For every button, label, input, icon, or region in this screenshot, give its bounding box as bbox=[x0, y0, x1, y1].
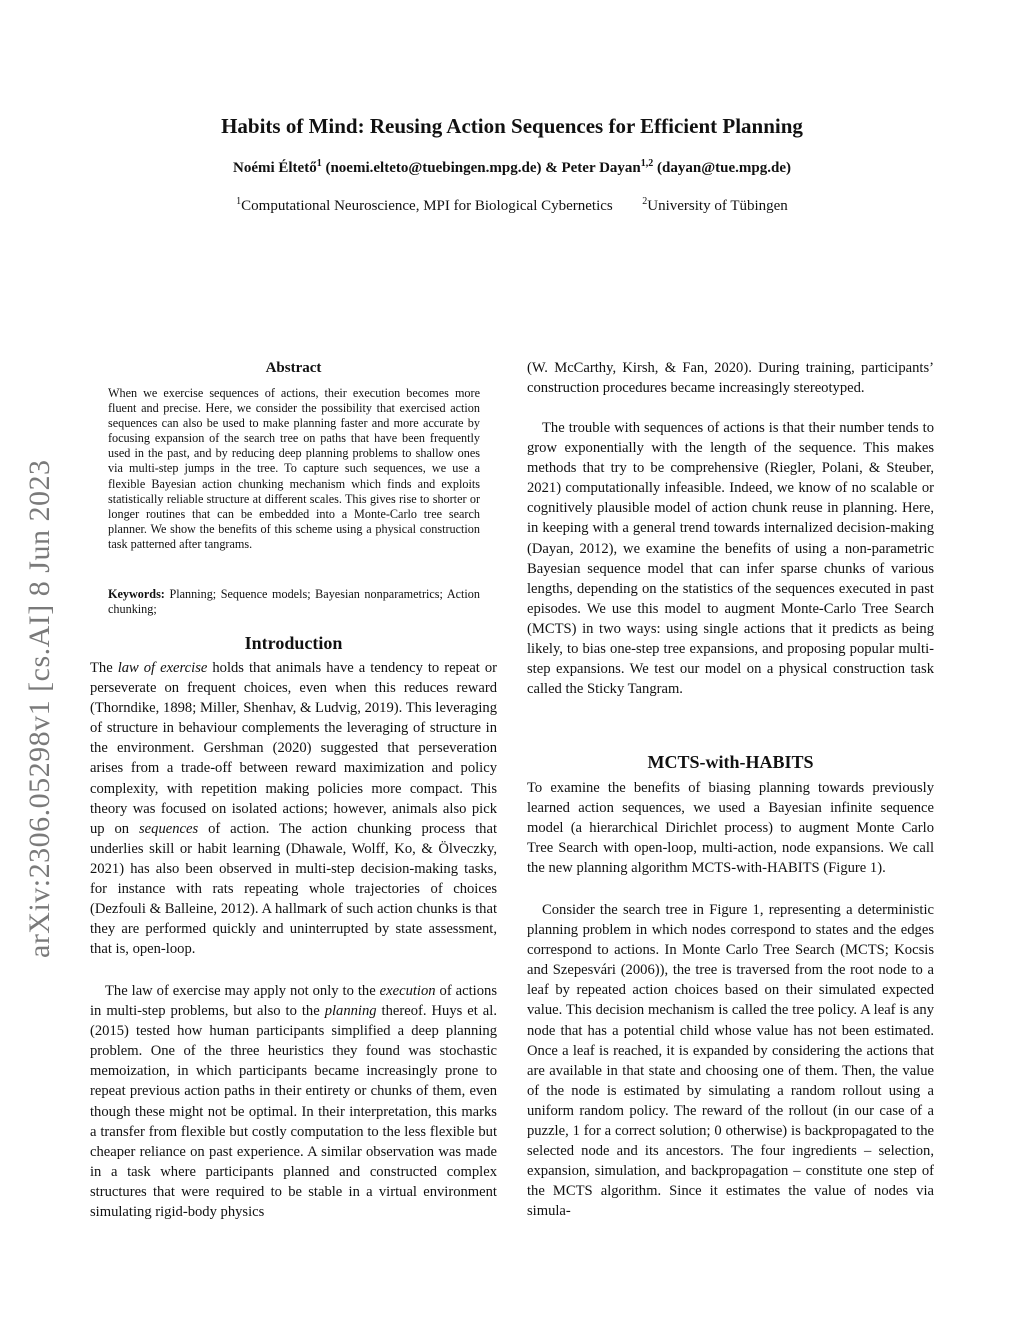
right-column-paragraph-2: The trouble with sequences of actions is that their number tends to grow exponentially with the length of the sequence. This makes methods that try to be comprehensive (Riegler, Polani, & Steuber, 2021) computationally infeasible. Indeed, we know of no scalable or cognitively plausible model of action chunk reuse in planning. Here, in keeping with a general trend towards internalized decision-making (Dayan, 2012), we examine the benefits of using a non-parametric Bayesian sequence model that can infer sparse chunks of various lengths, depending on the statistics of the sequences executed in past episodes. We use this model to augment Monte-Carlo Tree Search (MCTS) in two ways: using single actions that it predicts as being likely, to bias one-step tree expansions, and proposing popular multi-step expansions. We test our model on a physical construction task called the Sticky Tangram. bbox=[527, 420, 934, 698]
author-line bbox=[0, 160, 1024, 177]
author1-affil-marker: 1 bbox=[316, 158, 322, 169]
keywords bbox=[108, 587, 480, 617]
mcts-section-heading: MCTS-with-HABITS bbox=[647, 752, 814, 772]
abstract-heading: Abstract bbox=[265, 360, 322, 376]
introduction-paragraph-1: The law of exercise holds that animals have a tendency to repeat or perseverate on frequent choices, even when this reduces reward (Thorndike, 1898; Miller, Shenhav, & Ludvig, 2019). This leveraging of structure in behaviour complements the leveraging of structure in the environment. Gershman (2020) suggested that perseveration arises from a trade-off between reward maximization and policy complexity, with repetition making policies more compact. This theory was focused on isolated actions; however, animals also pick up on sequences of action. The action chunking process that underlies skill or habit learning (Dhawale, Wolff, Ko, & Ölveczky, 2021) has also been observed in multi-step decision-making tasks, for instance with rats repeating whole trajectories of choices (Dezfouli & Balleine, 2012). A hallmark of such action chunks is that they are performed quickly and uninterrupted by state assessment, that is, open-loop. bbox=[90, 660, 497, 958]
author2-affil-marker: 1,2 bbox=[640, 158, 654, 169]
author-joiner: & bbox=[545, 160, 558, 176]
author2-name: Peter Dayan bbox=[561, 160, 641, 176]
author1-email: (noemi.elteto@tuebingen.mpg.de) bbox=[325, 160, 542, 176]
keywords-label: Keywords: bbox=[108, 587, 165, 601]
right-column-paragraph-1: (W. McCarthy, Kirsh, & Fan, 2020). During training, participants’ construction procedures became increasingly stereotyped. bbox=[527, 360, 934, 397]
paper-title: Habits of Mind: Reusing Action Sequences for Efficient Planning bbox=[221, 114, 803, 138]
author2-email: (dayan@tue.mpg.de) bbox=[657, 160, 791, 176]
arxiv-watermark: arXiv:2306.05298v1 [cs.AI] 8 Jun 2023 bbox=[23, 459, 56, 958]
affiliation-1: Computational Neuroscience, MPI for Biological Cybernetics bbox=[241, 198, 613, 214]
mcts-paragraph-1: To examine the benefits of biasing planning towards previously learned action sequences, we used a Bayesian infinite sequence model (a hierarchical Dirichlet process) to augment Monte Carlo Tree Search with open-loop, multi-action, node expansions. We call the new planning algorithm MCTS-with-HABITS (Figure 1). bbox=[527, 780, 934, 877]
author1-name: Noémi Éltető bbox=[232, 160, 317, 176]
affiliations bbox=[0, 198, 1024, 215]
keywords-list: Planning; Sequence models; Bayesian nonparametrics; Action chunking; bbox=[108, 587, 480, 617]
affiliation-1-marker: 1 bbox=[236, 196, 242, 207]
affiliation-2-marker: 2 bbox=[642, 196, 648, 207]
abstract-text: When we exercise sequences of actions, their execution becomes more fluent and precise. Here, we consider the possibility that exercised action sequences can also be used to make planning faster and more accurate by focusing expansion of the search tree on paths that have been frequently used in the past, and by reducing deep planning problems to shallow ones via multi-step jumps in the tree. To capture such sequences, we use a flexible Bayesian action chunking mechanism which finds and exploits statistically reliable structure at different scales. This gives rise to shorter or longer routines that can be embedded into a Monte-Carlo tree search planner. We show the benefits of this scheme using a physical construction task patterned after tangrams. bbox=[108, 386, 480, 551]
introduction-paragraph-2: The law of exercise may apply not only to the execution of actions in multi-step problems, but also to the planning thereof. Huys et al. (2015) tested how human participants simplified a deep planning problem. One of the three heuristics they found was stochastic memoization, in which participants became increasingly prone to repeat previous action paths in their entirety or chunks of them, even though these might not be optimal. In their interpretation, this marks a transfer from flexible but costly computation to the less flexible but cheaper reliance on past experience. A similar observation was made in a task where participants planned and constructed complex structures that were required to be stable in a virtual environment simulating rigid-body physics bbox=[90, 983, 497, 1221]
affiliation-2: University of Tübingen bbox=[647, 198, 788, 214]
mcts-paragraph-2: Consider the search tree in Figure 1, representing a deterministic planning problem in which nodes correspond to states and the edges correspond to actions. In Monte Carlo Tree Search (MCTS; Kocsis and Szepesvári (2006)), the tree is traversed from the root node to a leaf by repeated action choices based on their simulated expected value. This decision mechanism is called the tree policy. A leaf is any node that has a potential child whose value has not been estimated. Once a leaf is reached, it is expanded by considering the actions that are available in that state and choosing one of them. Then, the value of the node is estimated by simulating a random rollout using a uniform random policy. The reward of the rollout (in our case of a puzzle, 1 for a correct solution; 0 otherwise) is backpropagated to the selected node and its ancestors. The four ingredients – selection, expansion, simulation, and backpropagation – constitute one step of the MCTS algorithm. Since it estimates the value of nodes via simula- bbox=[527, 902, 934, 1220]
introduction-heading: Introduction bbox=[244, 633, 343, 653]
